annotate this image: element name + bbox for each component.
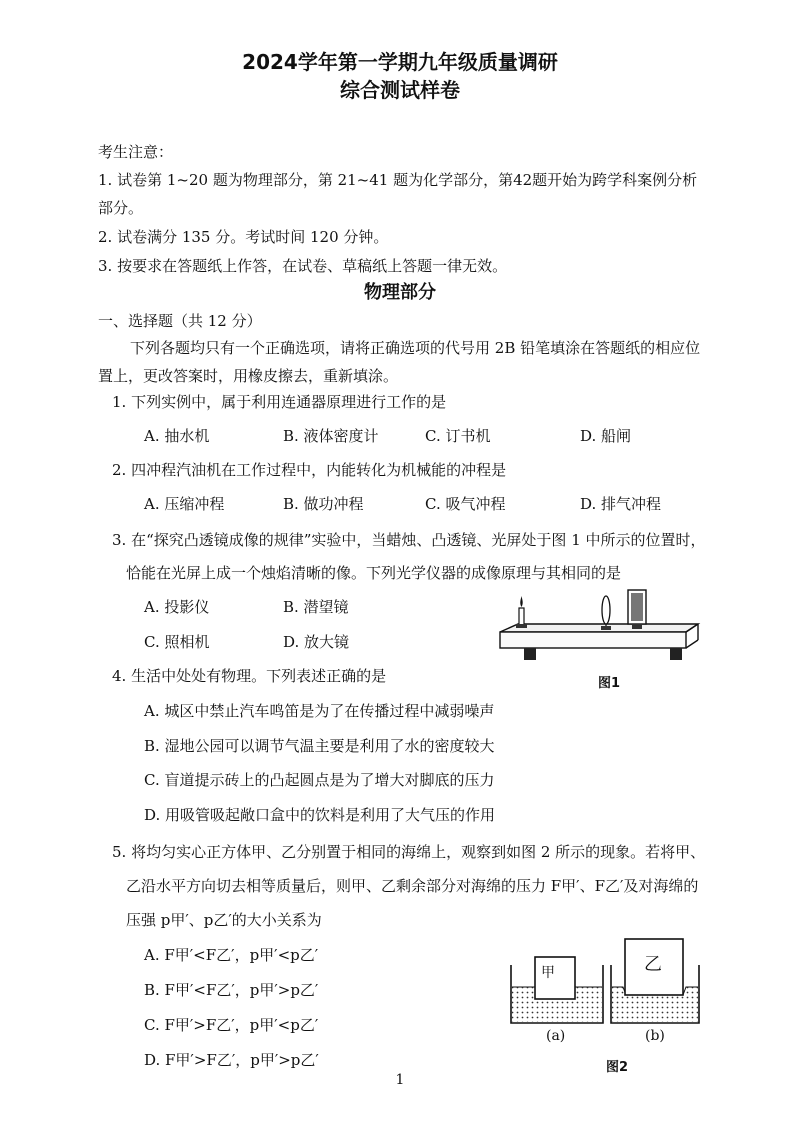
q5-option-d: D. F甲′>F乙′，p甲′>p乙′	[144, 1051, 319, 1069]
notice-item-2: 2. 试卷满分 135 分。考试时间 120 分钟。	[98, 228, 389, 246]
q3-option-a: A. 投影仪	[144, 598, 210, 616]
q4-option-d: D. 用吸管吸起敞口盒中的饮料是利用了大气压的作用	[144, 806, 496, 824]
part1-heading: 一、选择题（共 12 分）	[98, 312, 262, 330]
q3-option-b: B. 潜望镜	[283, 598, 349, 616]
figure-2-label-yi: 乙	[644, 954, 662, 975]
q1-option-b: B. 液体密度计	[283, 427, 379, 445]
q1-option-d: D. 船闸	[580, 427, 632, 445]
figure-2-caption: 图2	[606, 1060, 629, 1075]
notice-heading: 考生注意：	[98, 143, 174, 161]
q4-option-a: A. 城区中禁止汽车鸣笛是为了在传播过程中减弱噪声	[144, 702, 495, 720]
q3-stem-line1: 3. 在“探究凸透镜成像的规律”实验中，当蜡烛、凸透镜、光屏处于图 1 中所示的位置时，	[112, 531, 706, 549]
section-title-physics: 物理部分	[364, 282, 436, 303]
q3-stem-line2: 恰能在光屏上成一个烛焰清晰的像。下列光学仪器的成像原理与其相同的是	[126, 564, 622, 582]
q5-option-c: C. F甲′>F乙′，p甲′<p乙′	[144, 1016, 319, 1034]
figure-1-caption: 图1	[598, 676, 621, 691]
q5-option-a: A. F甲′<F乙′，p甲′<p乙′	[144, 946, 319, 964]
part1-instruction-line1: 下列各题均只有一个正确选项，请将正确选项的代号用 2B 铅笔填涂在答题纸的相应位	[130, 339, 701, 357]
q1-option-c: C. 订书机	[425, 427, 491, 445]
figure-2-label-jia: 甲	[541, 965, 555, 981]
q1-option-a: A. 抽水机	[144, 427, 210, 445]
figure-2-sublabel-a: (a)	[546, 1028, 566, 1044]
q2-option-b: B. 做功冲程	[283, 495, 364, 513]
q5-stem-line3: 压强 p甲′、p乙′的大小关系为	[126, 911, 322, 929]
q5-option-b: B. F甲′<F乙′，p甲′>p乙′	[144, 981, 319, 999]
q5-stem-line2: 乙沿水平方向切去相等质量后，则甲、乙剩余部分对海绵的压力 F甲′、F乙′及对海绵的	[126, 877, 699, 895]
q2-option-a: A. 压缩冲程	[144, 495, 225, 513]
notice-item-1: 1. 试卷第 1~20 题为物理部分，第 21~41 题为化学部分，第42题开始为跨学科案例分析	[98, 171, 698, 189]
q3-option-d: D. 放大镜	[283, 633, 350, 651]
q4-option-b: B. 湿地公园可以调节气温主要是利用了水的密度较大	[144, 737, 495, 755]
figure-2-sublabel-b: (b)	[645, 1028, 665, 1044]
q3-option-c: C. 照相机	[144, 633, 210, 651]
q2-stem: 2. 四冲程汽油机在工作过程中，内能转化为机械能的冲程是	[112, 461, 507, 479]
q2-option-d: D. 排气冲程	[580, 495, 662, 513]
figure-2-sponges	[505, 935, 705, 1030]
q1-stem: 1. 下列实例中，属于利用连通器原理进行工作的是	[112, 393, 447, 411]
q2-option-c: C. 吸气冲程	[425, 495, 506, 513]
part1-instruction-line2: 置上，更改答案时，用橡皮擦去，重新填涂。	[98, 367, 399, 385]
figure-1-optical-bench	[488, 588, 708, 670]
notice-item-1-cont: 部分。	[98, 199, 144, 217]
exam-title-line1: 2024学年第一学期九年级质量调研	[242, 50, 558, 74]
q5-stem-line1: 5. 将均匀实心正方体甲、乙分别置于相同的海绵上，观察到如图 2 所示的现象。若将甲、	[112, 843, 706, 861]
notice-item-3: 3. 按要求在答题纸上作答，在试卷、草稿纸上答题一律无效。	[98, 257, 508, 275]
q4-option-c: C. 盲道提示砖上的凸起圆点是为了增大对脚底的压力	[144, 771, 495, 789]
q4-stem: 4. 生活中处处有物理。下列表述正确的是	[112, 667, 387, 685]
exam-title-line2: 综合测试样卷	[340, 78, 460, 102]
page-number: 1	[395, 1072, 405, 1088]
